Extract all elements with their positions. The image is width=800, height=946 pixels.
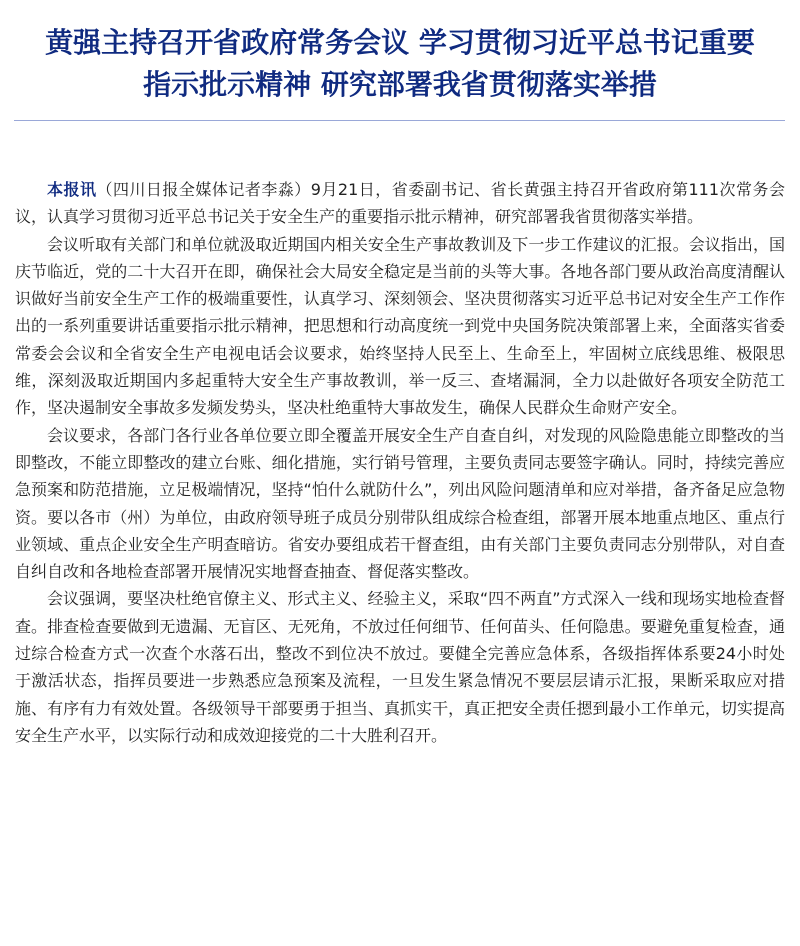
paragraph-1-text: （四川日报全媒体记者李淼）9月21日，省委副书记、省长黄强主持召开省政府第111次常务会议，认真学习贯彻习近平总书记关于安全生产的重要指示批示精神，研究部署我省贯彻落实举措。 (15, 180, 785, 227)
paragraph: 会议要求，各部门各行业各单位要立即全覆盖开展安全生产自查自纠，对发现的风险隐患能立即整改的当即整改，不能立即整改的建立台账、细化措施，实行销号管理，主要负责同志要签字确认。同时，持续完善应急预案和防范措施，立足极端情况，坚持“怕什么就防什么”，列出风险问题清单和应对举措，备齐备足应急物资。要以各市（州）为单位，由政府领导班子成员分别带队组成综合检查组，部署开展本地重点地区、重点行业领域、重点企业安全生产明查暗访。省安办要组成若干督查组，由有关部门主要负责同志分别带队，对自查自纠自改和各地检查部署开展情况实地督查抽查、督促落实整改。 (15, 425, 785, 582)
headline-divider (14, 120, 785, 121)
headline (0, 0, 800, 106)
lead-label: 本报讯 (47, 180, 97, 199)
headline-line-1: 黄强主持召开省政府常务会议 学习贯彻习近平总书记重要 (45, 26, 755, 59)
paragraph: 会议强调，要坚决杜绝官僚主义、形式主义、经验主义，采取“四不两直”方式深入一线和现场实地检查督查。排查检查要做到无遗漏、无盲区、无死角，不放过任何细节、任何苗头、任何隐患。要避免重复检查，通过综合检查方式一次查个水落石出，整改不到位决不放过。要健全完善应急体系，各级指挥体系要24小时处于激活状态，指挥员要进一步熟悉应急预案及流程，一旦发生紧急情况不要层层请示汇报，果断采取应对措施、有序有力有效处置。各级领导干部要勇于担当、真抓实干，真正把安全责任摁到最小工作单元，切实提高安全生产水平，以实际行动和成效迎接党的二十大胜利召开。 (15, 589, 785, 745)
article-body (15, 176, 785, 749)
paragraph: 会议听取有关部门和单位就汲取近期国内相关安全生产事故教训及下一步工作建议的汇报。会议指出，国庆节临近，党的二十大召开在即，确保社会大局安全稳定是当前的头等大事。各地各部门要从政治高度清醒认识做好当前安全生产工作的极端重要性，认真学习、深刻领会、坚决贯彻落实习近平总书记对安全生产工作作出的一系列重要讲话重要指示批示精神，把思想和行动高度统一到党中央国务院决策部署上来，全面落实省委常委会会议和全省安全生产电视电话会议要求，始终坚持人民至上、生命至上，牢固树立底线思维、极限思维，深刻汲取近期国内多起重特大安全生产事故教训，举一反三、查堵漏洞，全力以赴做好各项安全防范工作，坚决遏制安全事故多发频发势头，坚决杜绝重特大事故发生，确保人民群众生命财产安全。 (15, 234, 785, 418)
headline-line-2: 指示批示精神 研究部署我省贯彻落实举措 (143, 68, 657, 101)
paragraph-lead (15, 176, 785, 231)
